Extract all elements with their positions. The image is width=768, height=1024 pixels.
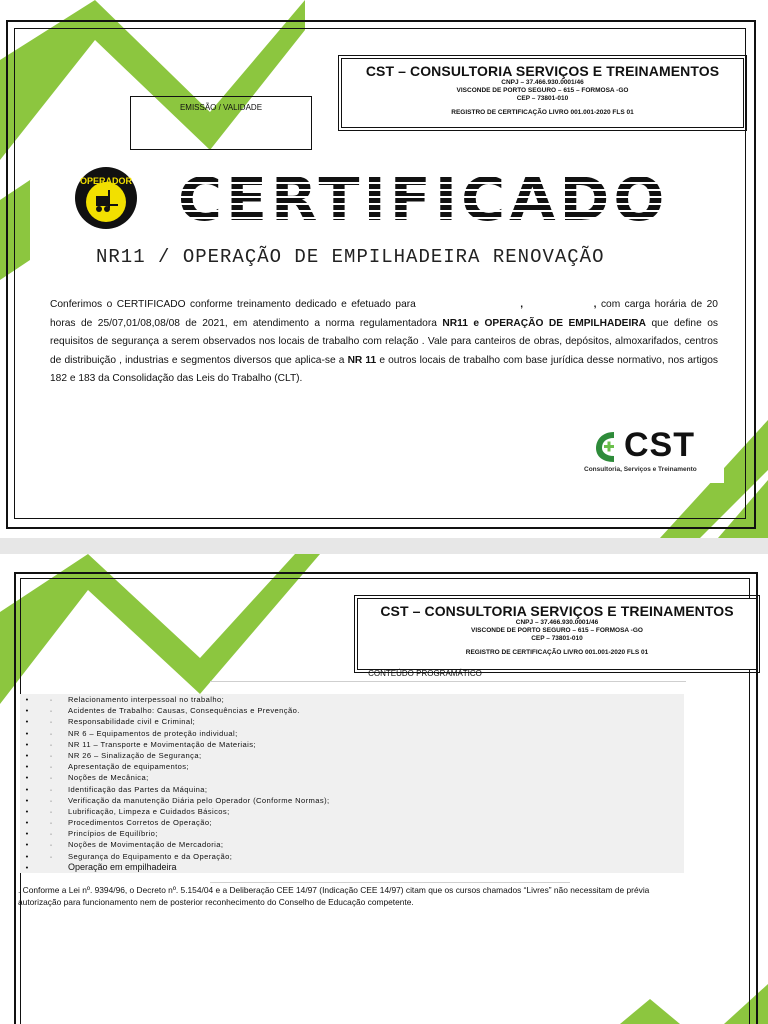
body-comma-2: ,: [593, 299, 597, 310]
sub-bullet: ·: [49, 818, 53, 828]
programa-title: CONTEÚDO PROGRAMÁTICO: [368, 669, 482, 678]
company-cnpj: CNPJ – 37.466.930.0001/46: [501, 79, 584, 86]
programa-item-text: Acidentes de Trabalho: Causas, Consequências e Prevenção.: [68, 706, 300, 716]
programa-list-item: [20, 839, 684, 850]
programa-item-text: Relacionamento interpessoal no trabalho;: [68, 695, 225, 704]
emissao-validade-box: [130, 96, 312, 150]
bullet: •: [25, 840, 29, 850]
company-address: VISCONDE DE PORTO SEGURO – 615 – FORMOSA -GO: [456, 87, 629, 94]
bullet: •: [25, 829, 29, 839]
company-name: CST – CONSULTORIA SERVIÇOS E TREINAMENTOS: [365, 63, 720, 79]
sub-bullet: ·: [49, 695, 53, 704]
emissao-validade-label: EMISSÃO / VALIDADE: [179, 103, 263, 112]
programa-item-text: Verificação da manutenção Diária pelo Operador (Conforme Normas);: [68, 795, 330, 805]
cst-logo-mark-icon: [592, 428, 622, 464]
company-cep: CEP – 73801-010: [516, 95, 569, 102]
programa-list-item: [20, 772, 684, 783]
sub-bullet: ·: [49, 739, 53, 749]
sub-bullet: ·: [49, 728, 53, 738]
bullet: •: [25, 706, 29, 716]
bullet: •: [25, 739, 29, 749]
divider-line-2: [210, 882, 570, 883]
bullet: •: [25, 750, 29, 760]
programa-list-item: [20, 694, 684, 705]
sub-bullet: ·: [49, 806, 53, 816]
company-name-back: CST – CONSULTORIA SERVIÇOS E TREINAMENTOS: [380, 603, 734, 619]
sub-bullet: ·: [49, 762, 53, 772]
body-part-3: que define os requisitos de segurança a serem observados nos locais de trabalho com relação . Vale para canteiros de obras, depósitos, almoxarifados, centros de distribuição , industrias e segmentos diversos que aplica-se a: [50, 317, 718, 366]
bullet: •: [25, 862, 29, 872]
programa-list-item: [20, 761, 684, 772]
programa-list-item: [20, 828, 684, 839]
body-bold-nr11-short: NR 11: [347, 354, 377, 366]
course-title: NR11 / OPERAÇÃO DE EMPILHADEIRA RENOVAÇÃO: [96, 246, 605, 268]
body-bold-nr11: NR11 e OPERAÇÃO DE EMPILHADEIRA: [442, 317, 647, 329]
divider-line: [210, 681, 686, 682]
certificate-title: CERTIFICADO: [178, 165, 669, 235]
certificate-page-back: [0, 554, 768, 1024]
bullet: •: [25, 717, 29, 727]
programa-item-text: Operação em empilhadeira: [68, 861, 177, 872]
programa-item-text: NR 11 – Transporte e Movimentação de Materiais;: [68, 739, 256, 749]
sub-bullet: ·: [49, 795, 53, 805]
legal-notice: . Conforme a Lei nº. 9394/96, o Decreto nº. 5.154/04 e a Deliberação CEE 14/97 (Indicação CEE 14/97) citam que os cursos chamados “Livres” não necessitam de prévia autorização para funcionamento nem de posterior reconhecimento do Conselho de Educação competente.: [18, 885, 650, 907]
company-registro-back: REGISTRO DE CERTIFICAÇÃO LIVRO 001.001-2020 FLS 01: [465, 649, 649, 656]
programa-list-item: [20, 784, 684, 795]
programa-list-item: [20, 851, 684, 862]
programa-item-text: Identificação das Partes da Máquina;: [68, 784, 208, 794]
programa-list-item: [20, 817, 684, 828]
bullet: •: [25, 784, 29, 794]
company-cnpj-back: CNPJ – 37.466.930.0001/46: [515, 619, 599, 626]
body-part-4: e outros locais de trabalho com base jurídica desse normativo, nos artigos 182 e 183 da Consolidação das Leis do Trabalho (CLT).: [50, 354, 718, 384]
programa-item-text: Responsabilidade civil e Criminal;: [68, 717, 196, 727]
sub-bullet: ·: [49, 773, 53, 783]
page-separator: [0, 538, 768, 554]
certificate-body: [50, 296, 718, 389]
cst-logo-text: CST: [624, 426, 695, 464]
programa-item-text: Lubrificação, Limpeza e Cuidados Básicos;: [68, 806, 230, 816]
bullet: •: [25, 695, 29, 704]
badge-text: OPERADOR: [79, 176, 133, 186]
sub-bullet: ·: [49, 851, 53, 861]
bullet: •: [25, 773, 29, 783]
cst-logo-subtitle: Consultoria, Serviços e Treinamento: [584, 466, 697, 473]
company-header-box-back: [357, 598, 757, 670]
company-header-box: [341, 58, 744, 128]
programa-list-item: [20, 739, 684, 750]
programa-list-item: [20, 728, 684, 739]
sub-bullet: ·: [49, 784, 53, 794]
sub-bullet: [34, 862, 68, 873]
sub-bullet: ·: [49, 750, 53, 760]
bullet: •: [25, 728, 29, 738]
body-part-2: com carga horária de 20 horas de 25/07,01/08,08/08 de 2021, em atendimento a norma regulamentadora: [50, 299, 718, 329]
programa-item-text: Noções de Movimentação de Mercadoria;: [68, 840, 224, 850]
sub-bullet: ·: [49, 706, 53, 716]
operador-badge: [68, 166, 144, 230]
programa-item-text: Apresentação de equipamentos;: [68, 762, 189, 772]
programa-list-item: [20, 750, 684, 761]
body-comma-1: ,: [520, 299, 524, 310]
bullet: •: [25, 795, 29, 805]
programa-item-text: Noções de Mecânica;: [68, 773, 149, 783]
company-cep-back: CEP – 73801-010: [531, 635, 583, 642]
company-registro: REGISTRO DE CERTIFICAÇÃO LIVRO 001.001-2020 FLS 01: [451, 109, 634, 116]
programa-list-item: [20, 705, 684, 716]
bullet: •: [25, 818, 29, 828]
bullet: •: [25, 762, 29, 772]
programa-list-item: [20, 862, 684, 873]
programa-item-text: Procedimentos Corretos de Operação;: [68, 818, 213, 828]
sub-bullet: ·: [49, 840, 53, 850]
bullet: •: [25, 851, 29, 861]
programa-item-text: NR 6 – Equipamentos de proteção individual;: [68, 728, 238, 738]
programa-list-item: [20, 795, 684, 806]
sub-bullet: ·: [49, 717, 53, 727]
programa-item-text: Segurança do Equipamento e da Operação;: [68, 851, 233, 861]
programa-list: [20, 694, 684, 873]
programa-list-item: [20, 716, 684, 727]
company-address-back: VISCONDE DE PORTO SEGURO – 615 – FORMOSA -GO: [471, 627, 643, 634]
programa-item-text: Princípios de Equilíbrio;: [68, 829, 158, 839]
sub-bullet: ·: [49, 829, 53, 839]
programa-item-text: NR 26 – Sinalização de Segurança;: [68, 750, 202, 760]
body-part-1: Conferimos o CERTIFICADO conforme treinamento dedicado e efetuado para: [50, 299, 416, 310]
programa-list-item: [20, 806, 684, 817]
bullet: •: [25, 806, 29, 816]
